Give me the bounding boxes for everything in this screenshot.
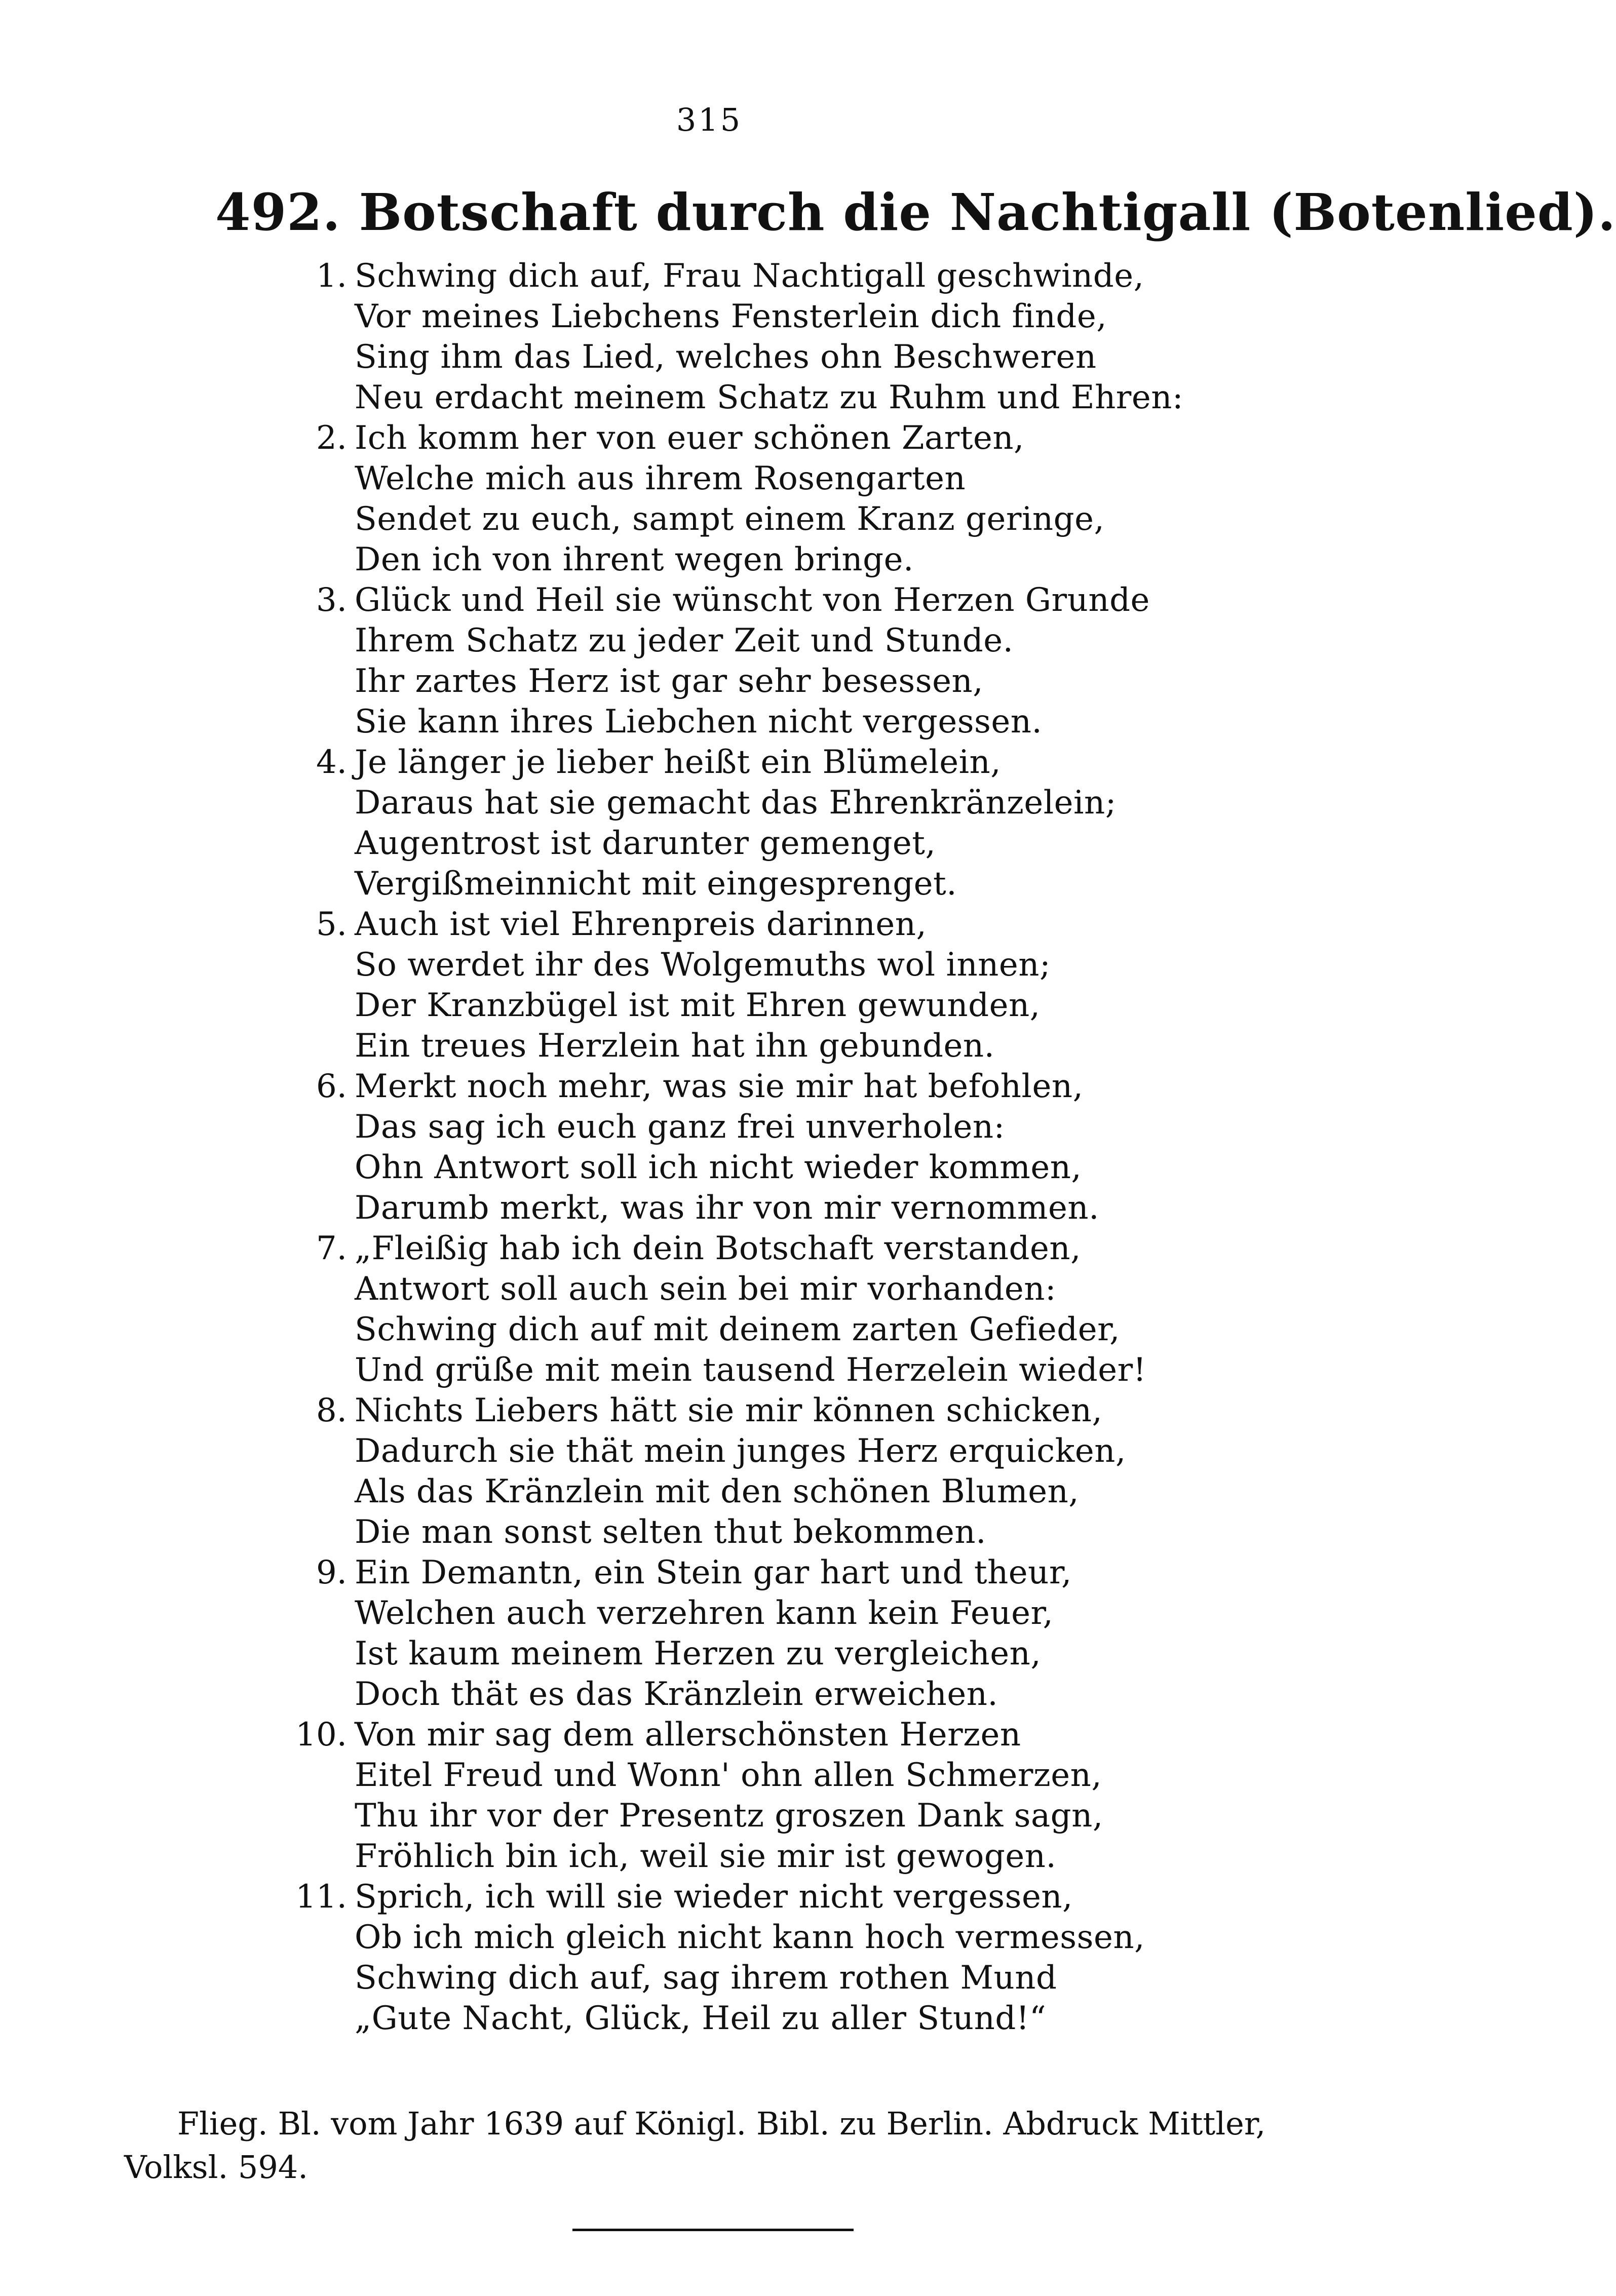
stanza-number: 4. bbox=[316, 744, 347, 781]
stanza-number: 9. bbox=[316, 1554, 347, 1591]
stanza bbox=[0, 256, 1418, 418]
verse-line: Je länger je lieber heißt ein Blümelein, bbox=[355, 744, 1002, 781]
stanza bbox=[0, 1715, 1418, 1877]
verse-line: Neu erdacht meinem Schatz zu Ruhm und Ehren: bbox=[355, 379, 1184, 416]
verse-line: Vergißmeinnicht mit eingesprenget. bbox=[355, 865, 957, 903]
stanza bbox=[0, 1066, 1418, 1228]
verse-line: Fröhlich bin ich, weil sie mir ist gewogen. bbox=[355, 1838, 1057, 1875]
verse-line: Das sag ich euch ganz frei unverholen: bbox=[355, 1108, 1005, 1146]
verse-line: Glück und Heil sie wünscht von Herzen Grunde bbox=[355, 581, 1150, 619]
verse-line: Merkt noch mehr, was sie mir hat befohlen, bbox=[355, 1068, 1084, 1105]
verse-line: So werdet ihr des Wolgemuths wol innen; bbox=[355, 946, 1051, 984]
verse-line: Und grüße mit mein tausend Herzelein wieder! bbox=[355, 1351, 1146, 1389]
song-title-text: Botschaft durch die Nachtigall (Botenlied). bbox=[359, 182, 1616, 242]
verse-line: Eitel Freud und Wonn' ohn allen Schmerzen, bbox=[355, 1757, 1102, 1794]
stanza bbox=[0, 1390, 1418, 1552]
source-note-line-2: Volksl. 594. bbox=[124, 2149, 308, 2186]
stanza-number: 10. bbox=[295, 1716, 347, 1754]
stanza bbox=[0, 580, 1418, 742]
verse-line: Antwort soll auch sein bei mir vorhanden: bbox=[355, 1270, 1057, 1308]
source-note bbox=[124, 2102, 1350, 2189]
stanza bbox=[0, 1228, 1418, 1390]
song-number: 492. bbox=[215, 182, 341, 242]
verse-line: Sie kann ihres Liebchen nicht vergessen. bbox=[355, 703, 1043, 741]
stanza-number: 8. bbox=[316, 1392, 347, 1429]
verse-line: Vor meines Liebchens Fensterlein dich finde, bbox=[355, 298, 1107, 335]
verse-line: Thu ihr vor der Presentz groszen Dank sagn, bbox=[355, 1797, 1103, 1835]
verse-line: Ohn Antwort soll ich nicht wieder kommen, bbox=[355, 1149, 1082, 1186]
verse-line: Von mir sag dem allerschönsten Herzen bbox=[355, 1716, 1021, 1754]
verse-line: Die man sonst selten thut bekommen. bbox=[355, 1513, 986, 1551]
verse-line: Ich komm her von euer schönen Zarten, bbox=[355, 419, 1024, 457]
verse-line: Ist kaum meinem Herzen zu vergleichen, bbox=[355, 1635, 1042, 1672]
stanza bbox=[0, 1552, 1418, 1715]
stanza bbox=[0, 1877, 1418, 2039]
verse-line: Darumb merkt, was ihr von mir vernommen. bbox=[355, 1189, 1099, 1227]
stanza bbox=[0, 418, 1418, 580]
stanza-number: 11. bbox=[295, 1878, 347, 1916]
verse-line: Nichts Liebers hätt sie mir können schicken, bbox=[355, 1392, 1103, 1429]
verse-line: Sing ihm das Lied, welches ohn Beschweren bbox=[355, 338, 1097, 376]
page-number: 315 bbox=[676, 101, 743, 138]
verse-line: Welchen auch verzehren kann kein Feuer, bbox=[355, 1594, 1054, 1632]
song-title bbox=[215, 182, 1616, 242]
source-note-line-1: Flieg. Bl. vom Jahr 1639 auf Königl. Bibl. zu Berlin. Abdruck Mittler, bbox=[177, 2105, 1266, 2142]
verse-line: Augentrost ist darunter gemenget, bbox=[355, 825, 936, 862]
stanza bbox=[0, 742, 1418, 904]
verse-line: Auch ist viel Ehrenpreis darinnen, bbox=[355, 906, 927, 943]
stanza-number: 5. bbox=[316, 906, 347, 943]
verse-line: Den ich von ihrent wegen bringe. bbox=[355, 541, 914, 578]
divider-rule bbox=[572, 2229, 854, 2231]
verse-line: Daraus hat sie gemacht das Ehrenkränzelein; bbox=[355, 784, 1117, 822]
verse-line: Der Kranzbügel ist mit Ehren gewunden, bbox=[355, 987, 1041, 1024]
verse-line: „Fleißig hab ich dein Botschaft verstanden, bbox=[355, 1230, 1081, 1267]
verse-line: „Gute Nacht, Glück, Heil zu aller Stund!“ bbox=[355, 2000, 1047, 2037]
verse-line: Doch thät es das Kränzlein erweichen. bbox=[355, 1676, 998, 1713]
verse-line: Sprich, ich will sie wieder nicht vergessen, bbox=[355, 1878, 1073, 1916]
verse-line: Sendet zu euch, sampt einem Kranz geringe, bbox=[355, 500, 1105, 538]
verse-line: Als das Kränzlein mit den schönen Blumen, bbox=[355, 1473, 1080, 1510]
verse-line: Ein Demantn, ein Stein gar hart und theur, bbox=[355, 1554, 1072, 1591]
verse-line: Schwing dich auf, sag ihrem rothen Mund bbox=[355, 1959, 1057, 1997]
verse-line: Ihrem Schatz zu jeder Zeit und Stunde. bbox=[355, 622, 1014, 659]
verse-line: Welche mich aus ihrem Rosengarten bbox=[355, 460, 966, 497]
poem bbox=[0, 256, 1418, 2039]
stanza-number: 3. bbox=[316, 581, 347, 619]
verse-line: Ein treues Herzlein hat ihn gebunden. bbox=[355, 1027, 995, 1065]
verse-line: Dadurch sie thät mein junges Herz erquicken, bbox=[355, 1432, 1126, 1470]
stanza-number: 1. bbox=[316, 257, 347, 295]
stanza-number: 6. bbox=[316, 1068, 347, 1105]
stanza-number: 2. bbox=[316, 419, 347, 457]
stanza-number: 7. bbox=[316, 1230, 347, 1267]
verse-line: Schwing dich auf, Frau Nachtigall geschwinde, bbox=[355, 257, 1144, 295]
verse-line: Schwing dich auf mit deinem zarten Gefieder, bbox=[355, 1311, 1120, 1348]
verse-line: Ihr zartes Herz ist gar sehr besessen, bbox=[355, 663, 984, 700]
stanza bbox=[0, 904, 1418, 1066]
verse-line: Ob ich mich gleich nicht kann hoch vermessen, bbox=[355, 1919, 1145, 1956]
